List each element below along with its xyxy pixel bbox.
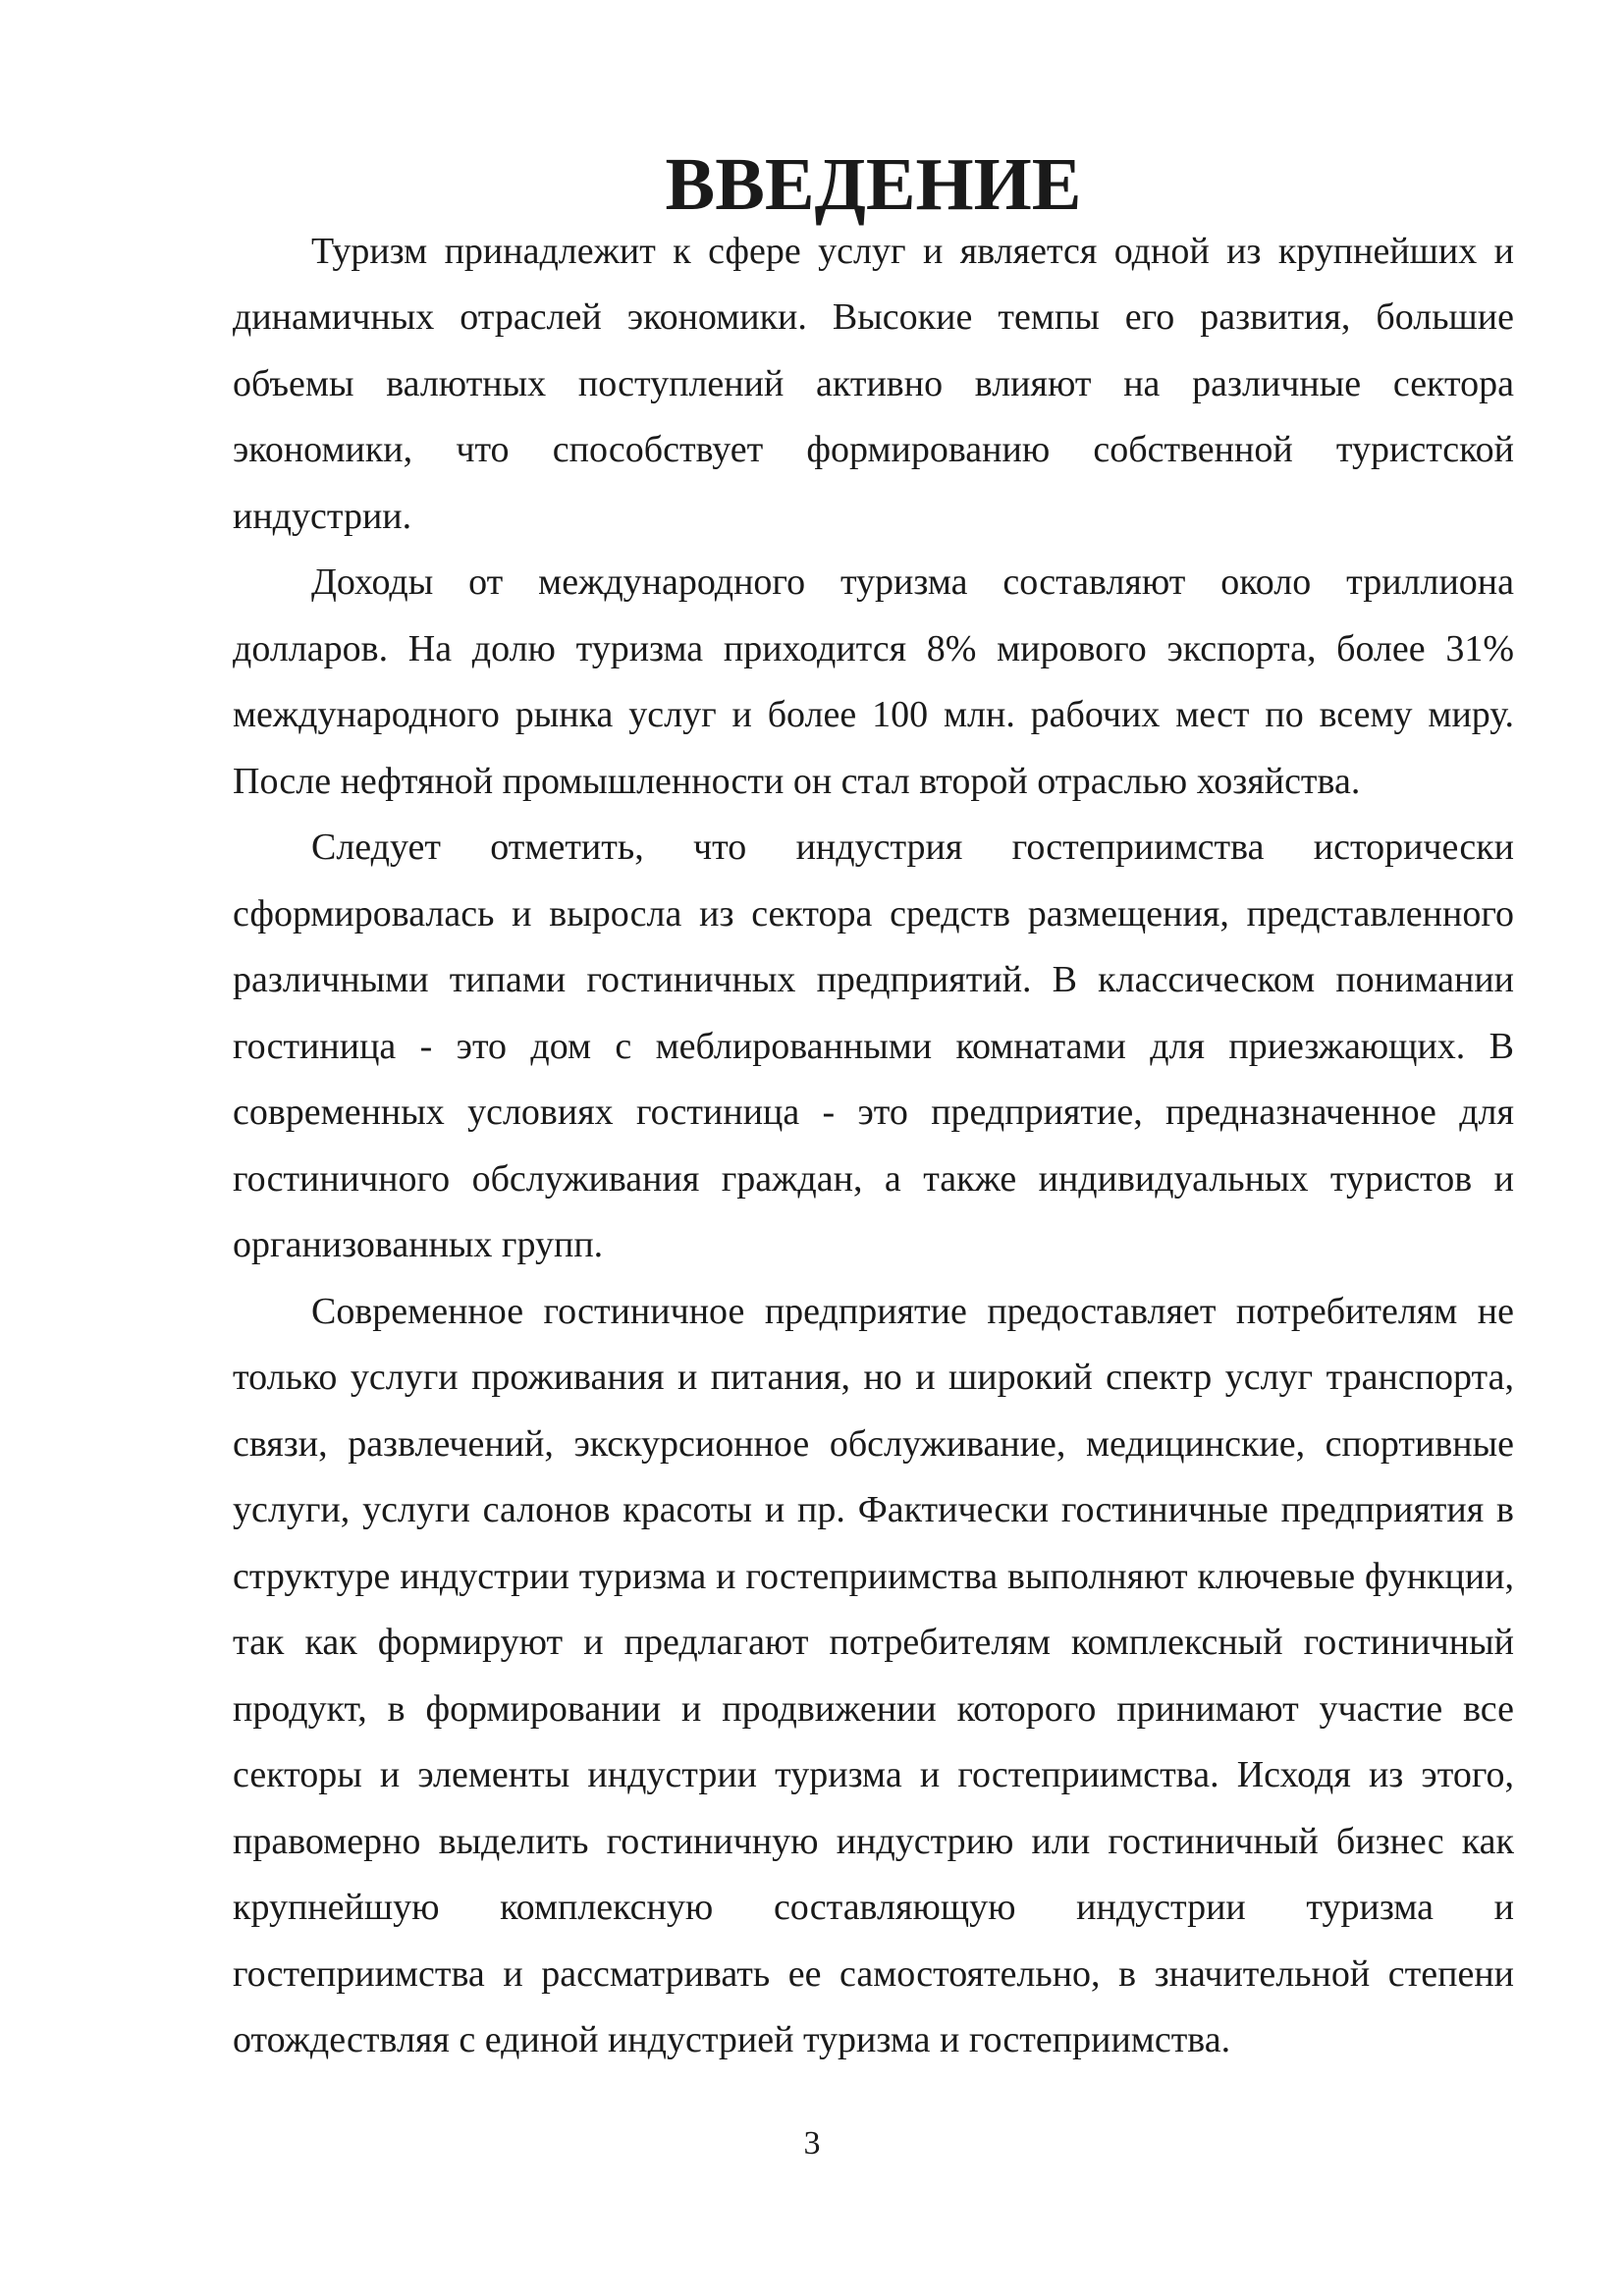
document-body bbox=[233, 143, 1514, 2074]
paragraph-1: Туризм принадлежит к сфере услуг и является одной из крупнейших и динамичных отраслей экономики. Высокие темпы его развития, большие объемы валютных поступлений активно влияют на различные сектора экономики, что способствует формированию собственной туристской индустрии. bbox=[233, 230, 1514, 537]
page-number: 3 bbox=[803, 2125, 821, 2162]
document-title: ВВЕДЕНИЕ bbox=[665, 143, 1082, 226]
paragraph-3: Следует отметить, что индустрия гостеприимства исторически сформировалась и выросла из сектора средств размещения, представленного различными типами гостиничных предприятий. В классическом понимании гостиница - это дом с меблированными комнатами для приезжающих. В современных условиях гостиница - это предприятие, предназначенное для гостиничного обслуживания граждан, а также индивидуальных туристов и организованных групп. bbox=[233, 827, 1514, 1265]
paragraph-4: Современное гостиничное предприятие предоставляет потребителям не только услуги проживания и питания, но и широкий спектр услуг транспорта, связи, развлечений, экскурсионное обслуживание, медицинские, спортивные услуги, услуги салонов красоты и пр. Фактически гостиничные предприятия в структуре индустрии туризма и гостеприимства выполняют ключевые функции, так как формируют и предлагают потребителям комплексный гостиничный продукт, в формировании и продвижении которого принимают участие все секторы и элементы индустрии туризма и гостеприимства. Исходя из этого, правомерно выделить гостиничную индустрию или гостиничный бизнес как крупнейшую комплексную составляющую индустрии туризма и гостеприимства и рассматривать ее самостоятельно, в значительной степени отождествляя с единой индустрией туризма и гостеприимства. bbox=[233, 1290, 1514, 2060]
paragraph-2: Доходы от международного туризма составляют около триллиона долларов. На долю туризма приходится 8% мирового экспорта, более 31% международного рынка услуг и более 100 млн. рабочих мест по всему миру. После нефтяной промышленности он стал второй отраслью хозяйства. bbox=[233, 561, 1514, 802]
